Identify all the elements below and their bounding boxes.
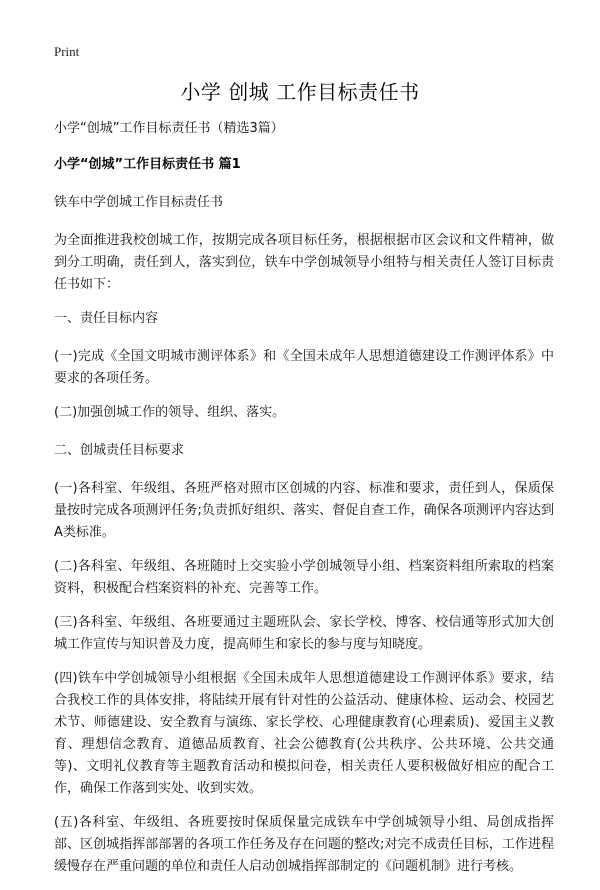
paragraph: (二)加强创城工作的领导、组织、落实。 <box>54 405 286 420</box>
paragraph: (一)各科室、年级组、各班严格对照市区创城的内容、标准和要求，责任到人，保质保量按时完成各项测评任务;负责抓好组织、落实、督促自查工作，确保各项测评内容达到A类标准。 <box>54 481 554 540</box>
paragraph: 为全面推进我校创城工作，按期完成各项目标任务，根据根据市区会议和文件精神，做到分工明确，责任到人，落实到位，铁车中学创城领导小组特与相关责任人签订目标责任书如下： <box>54 233 554 292</box>
document-body <box>54 120 554 890</box>
paragraph: 二、创城责任目标要求 <box>54 443 185 458</box>
document-subtitle: 小学“创城”工作目标责任书（精选3篇） <box>54 121 284 136</box>
paragraph: 铁车中学创城工作目标责任书 <box>54 195 224 210</box>
paragraph: (五)各科室、年级组、各班要按时保质保量完成铁车中学创城领导小组、局创成指挥部、区创城指挥部部署的各项工作任务及存在问题的整改;对完不成责任目标，工作进程缓慢存在严重问题的单位和责任人启动创城指挥部制定的《问题机制》进行考核。 <box>54 815 554 874</box>
paragraph: (二)各科室、年级组、各班随时上交实验小学创城领导小组、档案资料组所索取的档案资料，积极配合档案资料的补充、完善等工作。 <box>54 559 554 596</box>
paragraph: (三)各科室、年级组、各班要通过主题班队会、家长学校、博客、校信通等形式加大创城工作宣传与知识普及力度，提高师生和家长的参与度与知晓度。 <box>54 615 554 652</box>
document-title: 小学 创城 工作目标责任书 <box>180 80 420 104</box>
print-label[interactable]: Print <box>54 44 80 59</box>
section-heading: 小学“创城”工作目标责任书 篇1 <box>54 157 241 172</box>
paragraph: 一、责任目标内容 <box>54 311 159 326</box>
paragraph: (四)铁车中学创城领导小组根据《全国未成年人思想道德建设工作测评体系》要求，结合我校工作的具体安排，将陆续开展有针对性的公益活动、健康体检、运动会、校园艺术节、师德建设、安全教育与演练、家长学校、心理健康教育(心理素质)、爱国主义教育、理想信念教育、道德品质教育、社会公德教育(公共秩序、公共环境、公共交通等)、文明礼仪教育等主题教育活动和模拟问卷，相关责任人要积极做好相应的配合工作，确保工作落到实处、收到实效。 <box>54 671 554 796</box>
paragraph: (一)完成《全国文明城市测评体系》和《全国未成年人思想道德建设工作测评体系》中要求的各项任务。 <box>54 349 554 386</box>
